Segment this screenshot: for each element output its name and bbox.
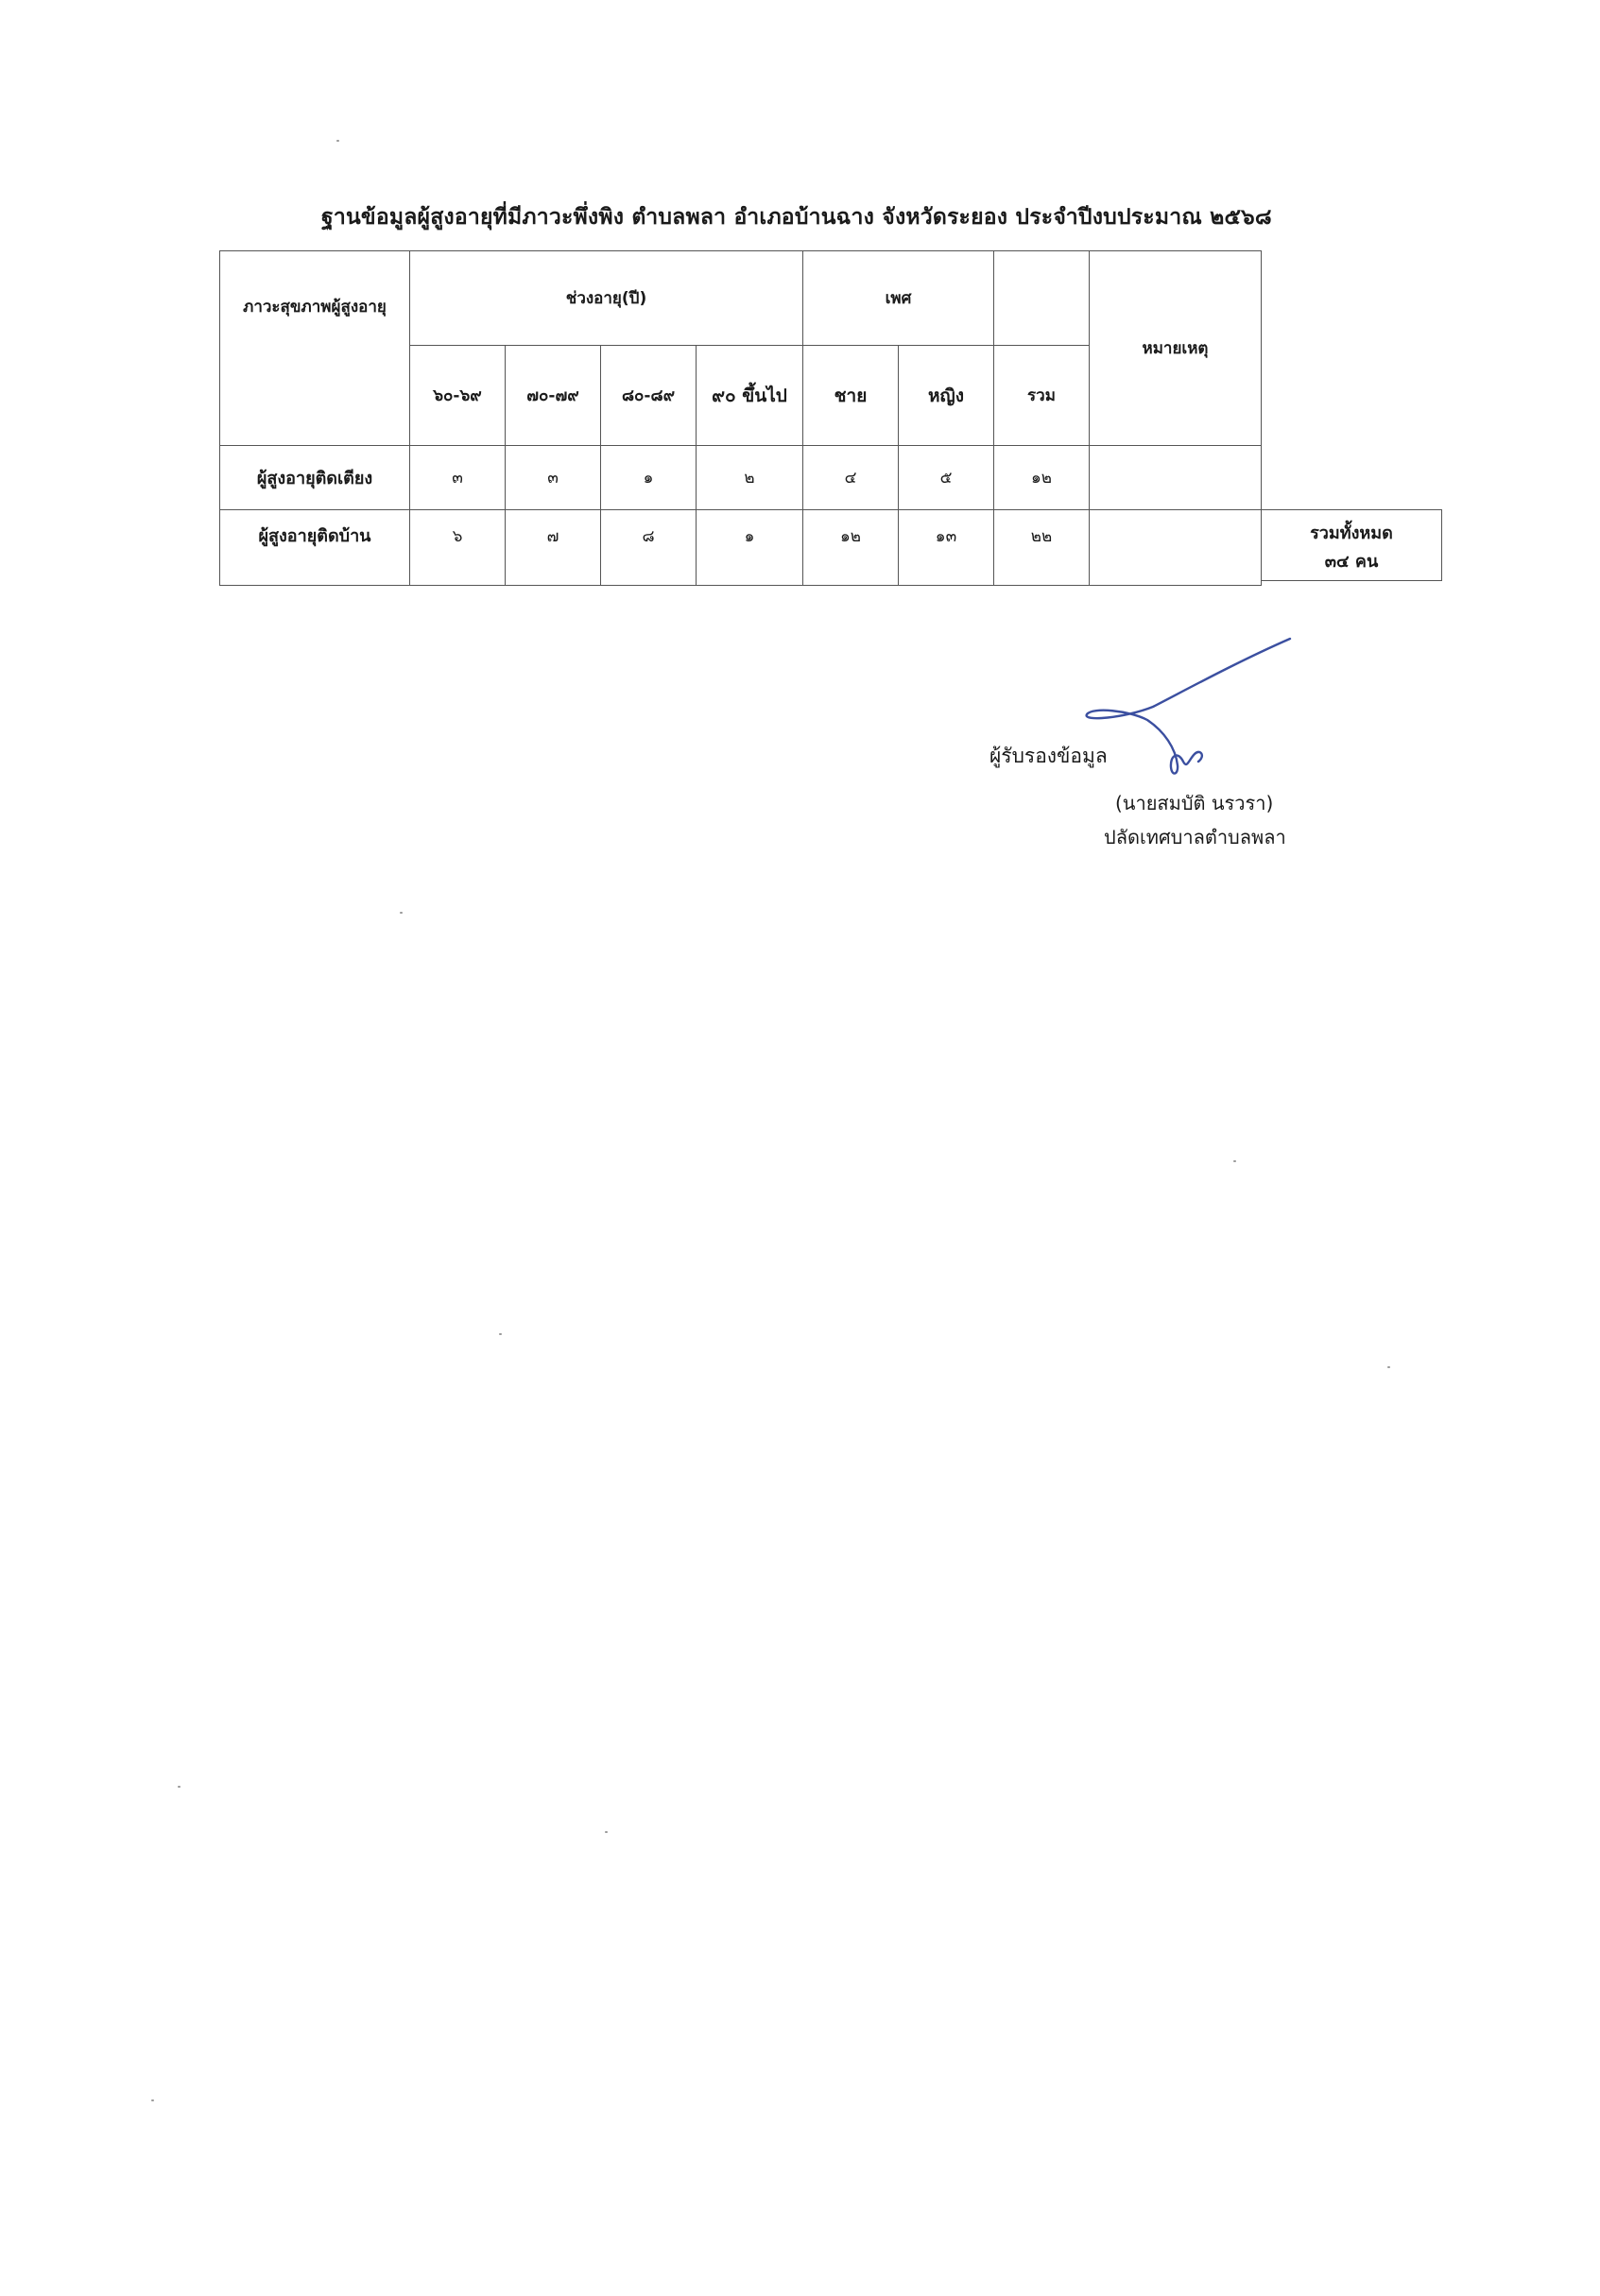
page-title: ฐานข้อมูลผู้สูงอายุที่มีภาวะพึ่งพิง ตำบลพลา อำเภอบ้านฉาง จังหวัดระยอง ประจำปีงบประมาณ ๒๕๖๘ — [321, 205, 1272, 230]
row-label: ผู้สูงอายุติดบ้าน — [220, 510, 410, 586]
scan-speck — [499, 1333, 502, 1335]
cell-male: ๔ — [803, 446, 899, 510]
grand-total-value: ๓๔ คน — [1324, 552, 1379, 572]
signature-mark — [1077, 633, 1304, 794]
header-health-status: ภาวะสุขภาพผู้สูงอายุ — [220, 251, 410, 446]
scan-speck — [605, 1831, 608, 1833]
certifier-label: ผู้รับรองข้อมูล — [989, 745, 1108, 767]
cell-total: ๑๒ — [994, 446, 1090, 510]
header-age-70-79: ๗๐-๗๙ — [506, 346, 601, 446]
header-age-90-plus: ๙๐ ขึ้นไป — [697, 346, 803, 446]
cell-age-70-79: ๗ — [506, 510, 601, 586]
table-row — [220, 510, 1262, 586]
header-age-80-89: ๘๐-๘๙ — [601, 346, 697, 446]
header-remark: หมายเหตุ — [1090, 251, 1262, 446]
header-sex: เพศ — [803, 251, 994, 346]
grand-total-label: รวมทั้งหมด — [1310, 523, 1393, 543]
cell-remark — [1090, 446, 1262, 510]
scan-speck — [151, 2099, 154, 2101]
cell-age-60-69: ๖ — [410, 510, 506, 586]
cell-age-80-89: ๘ — [601, 510, 697, 586]
header-total-blank — [994, 251, 1090, 346]
elderly-data-table — [219, 250, 1262, 586]
cell-age-90-plus: ๒ — [697, 446, 803, 510]
scan-speck — [400, 912, 403, 914]
table-row — [220, 446, 1262, 510]
grand-total-box — [1262, 509, 1442, 581]
header-total: รวม — [994, 346, 1090, 446]
header-male: ชาย — [803, 346, 899, 446]
certifier-position: ปลัดเทศบาลตำบลพลา — [1104, 826, 1286, 848]
cell-remark — [1090, 510, 1262, 586]
cell-age-70-79: ๓ — [506, 446, 601, 510]
cell-age-60-69: ๓ — [410, 446, 506, 510]
header-female: หญิง — [899, 346, 994, 446]
row-label: ผู้สูงอายุติดเตียง — [220, 446, 410, 510]
cell-age-90-plus: ๑ — [697, 510, 803, 586]
cell-total: ๒๒ — [994, 510, 1090, 586]
header-age-range: ช่วงอายุ(ปี) — [410, 251, 803, 346]
certifier-name: (นายสมบัติ นรวรา) — [1115, 792, 1274, 814]
cell-male: ๑๒ — [803, 510, 899, 586]
header-age-60-69: ๖๐-๖๙ — [410, 346, 506, 446]
scan-speck — [1233, 1160, 1236, 1162]
scan-speck — [178, 1786, 181, 1788]
cell-female: ๕ — [899, 446, 994, 510]
scan-speck — [1387, 1366, 1390, 1368]
cell-female: ๑๓ — [899, 510, 994, 586]
cell-age-80-89: ๑ — [601, 446, 697, 510]
scan-speck — [336, 140, 339, 142]
